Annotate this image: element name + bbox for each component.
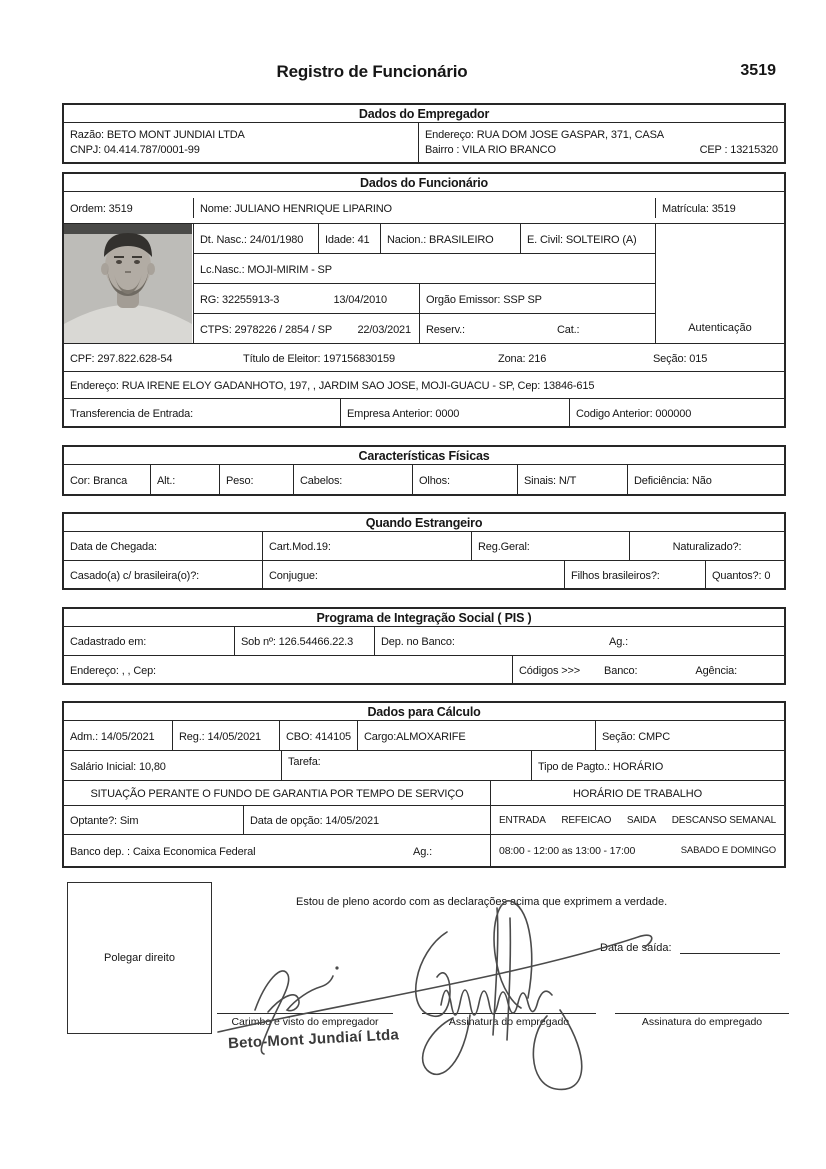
empregador-cep: CEP : 13215320 [699,144,778,156]
pis-agencia-num: Ag.: [609,636,628,648]
funcionario-rg-cell [194,284,419,313]
estrangeiro-data-chegada: Data de Chegada: [70,541,157,553]
estrangeiro-quantos: Quantos?: 0 [705,561,784,588]
fisicas-cabelos: Cabelos: [293,465,412,494]
assinatura-empregado-label-1: Assinatura do empregado [448,1016,570,1028]
fisicas-cor: Cor: Branca [70,474,128,487]
pis-agencia: Agência: [695,664,738,677]
calculo-registro: Reg.: 14/05/2021 [172,721,279,750]
funcionario-ordem: Ordem: 3519 [70,202,133,215]
empregador-bairro: Bairro : VILA RIO BRANCO [425,144,556,156]
pis-banco: Banco: [604,664,638,677]
calculo-admissao: Adm.: 14/05/2021 [70,730,155,743]
section-dados-funcionario [62,172,786,428]
calculo-cargo: Cargo:ALMOXARIFE [357,721,595,750]
calculo-horario-valores: 08:00 - 12:00 as 13:00 - 17:00 [499,844,636,857]
pis-sob-numero: Sob nº: 126.54466.22.3 [234,627,374,655]
fisicas-sinais: Sinais: N/T [517,465,627,494]
carimbo-label: Carimbo e visto do empregador [231,1016,379,1028]
calculo-optante: Optante?: Sim [70,815,139,827]
calculo-horario-colunas [490,806,784,834]
fisicas-deficiencia: Deficiência: Não [627,465,784,494]
calculo-banco-dep-cell [64,835,490,866]
carimbo-empresa: Beto-Mont Jundiaí Ltda [227,1026,400,1053]
section-quando-estrangeiro [62,512,786,590]
employee-photo-image [64,224,192,343]
funcionario-nome: Nome: JULIANO HENRIQUE LIPARINO [193,198,655,218]
section-title-empregador: Dados do Empregador [358,107,490,121]
estrangeiro-casado: Casado(a) c/ brasileira(o)?: [70,569,200,582]
employee-photo [64,224,193,343]
calculo-horario-valores-cell [490,835,784,866]
pis-dep-banco: Dep. no Banco: [381,636,455,648]
section-pis [62,607,786,685]
calculo-cbo: CBO: 414105 [279,721,357,750]
funcionario-local-nascimento: Lc.Nasc.: MOJI-MIRIM - SP [200,263,332,276]
document-number: 3519 [740,62,776,79]
horario-col-descanso: DESCANSO SEMANAL [671,814,776,826]
funcionario-secao-eleitoral: Seção: 015 [653,352,708,365]
calculo-tarefa: Tarefa: [281,751,531,780]
estrangeiro-cart-mod: Cart.Mod.19: [262,532,471,560]
calculo-tipo-pagto: Tipo de Pagto.: HORÁRIO [531,751,784,780]
section-title-pis: Programa de Integração Social ( PIS ) [316,611,532,625]
empregador-endereco: Endereço: RUA DOM JOSE GASPAR, 371, CASA [425,129,664,141]
page-title: Registro de Funcionário [276,62,468,81]
data-saida-linha [680,942,780,954]
estrangeiro-naturalizado: Naturalizado?: [629,532,784,560]
empregador-endereco-cell [418,123,784,162]
calculo-descanso-semanal: SABADO E DOMINGO [680,845,776,856]
section-caracteristicas-fisicas [62,445,786,496]
estrangeiro-filhos: Filhos brasileiros?: [564,561,705,588]
funcionario-nacionalidade: Nacion.: BRASILEIRO [380,224,520,253]
funcionario-categoria: Cat.: [556,323,580,336]
linha-assinatura-2 [615,1013,789,1028]
polegar-direito-box [67,882,212,1034]
data-saida [600,942,780,954]
funcionario-ctps: CTPS: 2978226 / 2854 / SP [200,323,333,336]
estrangeiro-conjugue: Conjugue: [262,561,564,588]
calculo-salario-inicial: Salário Inicial: 10,80 [70,760,166,773]
funcionario-empresa-anterior: Empresa Anterior: 0000 [340,399,569,426]
funcionario-zona: Zona: 216 [498,352,547,365]
funcionario-cpf: CPF: 297.822.628-54 [70,352,173,365]
calculo-secao: Seção: CMPC [595,721,784,750]
pis-codigos: Códigos >>> [519,664,581,677]
section-dados-empregador [62,103,786,164]
calculo-horario-titulo: HORÁRIO DE TRABALHO [490,781,784,805]
funcionario-rg: RG: 32255913-3 [200,293,280,306]
pis-endereco: Endereço: , , Cep: [70,664,156,677]
funcionario-reserv-cat-cell [419,314,655,343]
calculo-data-opcao: Data de opção: 14/05/2021 [243,806,490,834]
section-title-calculo: Dados para Cálculo [367,705,481,719]
horario-col-refeicao: REFEICAO [561,814,612,826]
assinatura-empregado-label-2: Assinatura do empregado [641,1016,763,1028]
funcionario-dt-nasc: Dt. Nasc.: 24/01/1980 [200,233,304,246]
horario-col-saida: SAIDA [626,814,657,826]
funcionario-idade: Idade: 41 [318,224,380,253]
funcionario-endereco: Endereço: RUA IRENE ELOY GADANHOTO, 197, , JARDIM SAO JOSE, MOJI-GUACU - SP, Cep: 13846-615 [70,380,595,392]
linha-assinatura-1 [422,1013,596,1028]
funcionario-estado-civil: E. Civil: SOLTEIRO (A) [520,224,655,253]
funcionario-orgao-emissor: Orgão Emissor: SSP SP [419,284,655,313]
fisicas-olhos: Olhos: [412,465,517,494]
funcionario-rg-data: 13/04/2010 [333,293,387,306]
funcionario-ctps-data: 22/03/2021 [357,323,411,336]
section-title-estrangeiro: Quando Estrangeiro [365,516,483,530]
pis-dep-banco-cell [374,627,784,655]
estrangeiro-reg-geral: Reg.Geral: [471,532,629,560]
polegar-direito-label: Polegar direito [104,952,175,964]
linha-carimbo [217,1013,393,1028]
funcionario-autenticacao: Autenticação [655,224,784,343]
funcionario-codigo-anterior: Codigo Anterior: 000000 [569,399,784,426]
pis-codigos-cell [512,656,784,683]
empregador-razao-cnpj-cell [64,123,418,162]
funcionario-titulo-eleitor: Título de Eleitor: 197156830159 [243,352,395,365]
empregador-cnpj: CNPJ: 04.414.787/0001-99 [70,144,200,156]
fisicas-altura: Alt.: [150,465,219,494]
empregador-razao: Razão: BETO MONT JUNDIAI LTDA [70,129,245,141]
pis-cadastrado-em: Cadastrado em: [70,636,147,648]
calculo-agencia: Ag.: [413,845,432,858]
fisicas-peso: Peso: [219,465,293,494]
funcionario-reservista: Reserv.: [426,323,465,336]
funcionario-matricula: Matrícula: 3519 [655,198,784,218]
funcionario-ctps-cell [194,314,419,343]
section-title-fisicas: Características Físicas [358,449,490,463]
calculo-banco-dep: Banco dep. : Caixa Economica Federal [70,845,256,858]
calculo-fgts-titulo: SITUAÇÃO PERANTE O FUNDO DE GARANTIA POR TEMPO DE SERVIÇO [90,788,464,800]
section-title-funcionario: Dados do Funcionário [360,176,488,190]
data-saida-label: Data de saída: [600,942,672,954]
horario-col-entrada: ENTRADA [499,814,546,826]
funcionario-transferencia: Transferencia de Entrada: [70,407,194,420]
section-dados-calculo [62,701,786,868]
declaracao-texto: Estou de pleno acordo com as declarações acima que exprimem a verdade. [296,896,668,908]
